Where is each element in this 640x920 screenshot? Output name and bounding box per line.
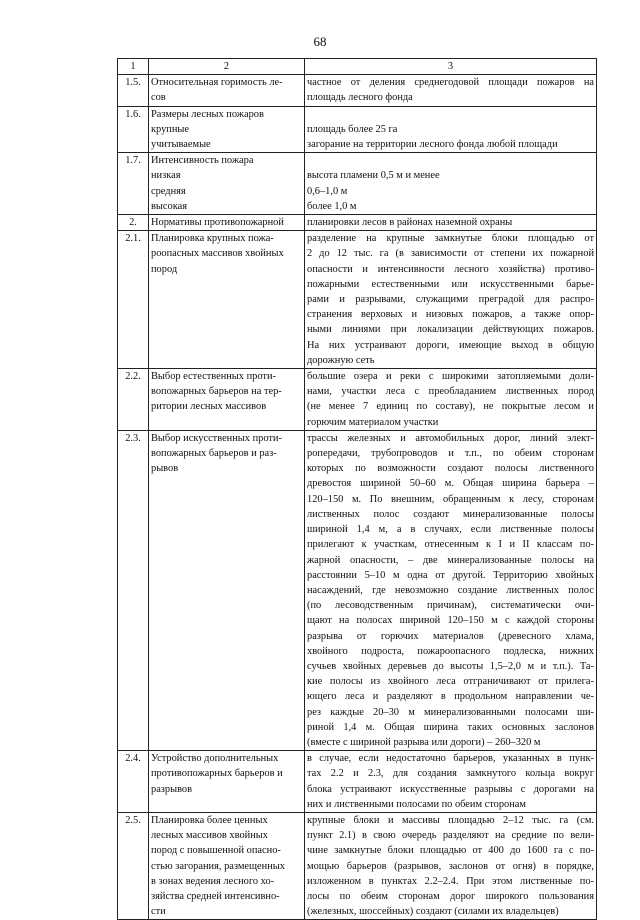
norm-cell-line: лосы по обеим сторонам дорог широкого пользования: [307, 890, 594, 902]
norm-cell: [305, 430, 597, 750]
norm-cell: [305, 153, 597, 215]
parameter-cell-line: лесных массивов хвойных: [151, 830, 268, 842]
norm-cell-line: нами, участки леса с преобладанием лиственных пород: [307, 386, 594, 398]
parameter-cell-line: Размеры лесных пожаров: [151, 108, 264, 120]
norm-cell-line: площадь более 25 га: [307, 123, 398, 135]
norm-cell-line: тах 2.2 и 2.3, для создания замкнутого кольца вокруг: [307, 768, 594, 780]
row-number: 2.3.: [125, 432, 141, 444]
parameter-cell: [149, 369, 305, 431]
table-row: [118, 215, 597, 231]
parameter-cell-line: рывов: [151, 463, 179, 475]
parameter-cell: [149, 430, 305, 750]
norm-cell-line: разделение на крупные замкнутые блоки площадью от: [307, 233, 594, 245]
column-header-2: 2: [149, 59, 305, 75]
column-header-3: 3: [305, 59, 597, 75]
norm-cell-line: лиственных полос создают минерализованные полосы: [307, 508, 594, 520]
table-row: [118, 812, 597, 919]
norm-cell-line: пожарными естественными или искусственными барье-: [307, 278, 594, 290]
norm-cell: [305, 75, 597, 106]
parameter-cell-line: роопасных массивов хвойных: [151, 248, 284, 260]
parameter-cell-line: стью загорания, размещенных: [151, 860, 285, 872]
norm-cell-line: хвойного подроста, пожароопасного подлеска, нижних: [307, 645, 594, 657]
norm-cell: [305, 231, 597, 369]
norm-cell-line: изложенном в пунктах 2.2–2.4. При этом лиственные по-: [307, 875, 594, 887]
norm-cell-line: древостоя шириной 50–60 м. Общая ширина барьера –: [307, 478, 594, 490]
norm-cell-line: пункт 2.1) в свою очередь разделяют на средние по вели-: [307, 830, 594, 842]
norm-cell-line: риной 1,4 м. Общая ширина таких основных заслонов: [307, 721, 594, 733]
norm-cell-line: прилегают к участкам, отнесенным к I и II классам по-: [307, 539, 594, 551]
parameter-cell-line: вопожарных барьеров и раз-: [151, 448, 277, 460]
row-number-cell: [118, 751, 149, 813]
norm-cell-line: шириной 1,4 м, а в случаях, если лиственные полосы: [307, 524, 594, 536]
norm-cell-line: чине замкнутые блоки площадью от 400 до 1600 га с по-: [307, 845, 594, 857]
norm-cell-line: 0,6–1,0 м: [307, 185, 348, 197]
norm-cell-line: блока устраивают искусственные разрывы с дорогами на: [307, 783, 594, 795]
norm-cell-line: частное от деления среднегодовой площади пожаров на: [307, 77, 594, 89]
norm-cell-line: насаждений, где невозможно создание лиственных полос: [307, 584, 594, 596]
table-row: [118, 106, 597, 153]
norm-cell-line: (железных, шоссейных) создают (силами их владельцев): [307, 906, 559, 918]
row-number: 2.: [129, 217, 137, 229]
norm-cell-line: них и лиственными полосами по обеим сторонам: [307, 798, 526, 810]
parameter-cell: [149, 751, 305, 813]
norm-cell-line: планировки лесов в районах наземной охраны: [307, 217, 513, 229]
norm-cell-line: мощью барьеров (разрывов, заслонов от огня) в порядке,: [307, 860, 594, 872]
norm-cell-line: горючим материалом участки: [307, 416, 439, 428]
row-number-cell: [118, 75, 149, 106]
parameter-cell: [149, 215, 305, 231]
norm-cell: [305, 369, 597, 431]
table-row: [118, 430, 597, 750]
parameter-cell-line: ритории лесных массивов: [151, 401, 267, 413]
parameter-cell-line: пород с повышенной опасно-: [151, 845, 281, 857]
table-row: [118, 75, 597, 106]
parameter-cell-line: разрывов: [151, 783, 193, 795]
row-number-cell: [118, 430, 149, 750]
parameter-cell-line: зяйства средней интенсивно-: [151, 890, 280, 902]
norm-cell-line: крупные блоки и массивы площадью 2–12 тыс. га (см.: [307, 814, 594, 826]
row-number: 2.4.: [125, 753, 141, 765]
row-number: 2.2.: [125, 371, 141, 383]
parameter-cell-line: Нормативы противопожарной: [151, 217, 284, 229]
parameter-cell-line: вопожарных барьеров на тер-: [151, 386, 282, 398]
table-row: [118, 751, 597, 813]
norm-cell-line: разрыва от горючих материалов (древесного хлама,: [307, 630, 594, 642]
norm-cell-line: опасности и интенсивности лесного хозяйства) противо-: [307, 263, 594, 275]
parameter-cell-line: сти: [151, 906, 166, 918]
row-number-cell: [118, 812, 149, 919]
norm-cell-line: ными линиями при локализации действующих пожаров.: [307, 324, 594, 336]
norm-cell-line: На них устраивают дороги, имеющие выход в общую: [307, 339, 594, 351]
parameter-cell-line: крупные: [151, 123, 190, 135]
norm-cell-line: которых по возможности создают полосы лиственного: [307, 463, 594, 475]
norm-cell: [305, 751, 597, 813]
norms-table: [117, 58, 597, 920]
parameter-cell-line: противопожарных барьеров и: [151, 768, 283, 780]
norm-cell-line: площадь лесного фонда: [307, 92, 413, 104]
parameter-cell-line: Устройство дополнительных: [151, 753, 279, 765]
parameter-cell-line: Планировка крупных пожа-: [151, 233, 274, 245]
row-number-cell: [118, 369, 149, 431]
norm-cell-line: рез каждые 20–30 м минерализованными полосами ши-: [307, 706, 594, 718]
norm-cell: [305, 215, 597, 231]
page-number: 68: [313, 34, 327, 49]
parameter-cell: [149, 231, 305, 369]
norm-cell-line: 120–150 м. По внешним, обращенным к лесу, сторонам: [307, 493, 594, 505]
norm-cell-line: кие полосы из хвойного леса отграничивают от прилега-: [307, 676, 594, 688]
norm-cell-line: [307, 153, 594, 168]
parameter-cell-line: Интенсивность пожара: [151, 155, 254, 167]
table-row: [118, 153, 597, 215]
parameter-cell-line: пород: [151, 263, 178, 275]
row-number: 1.7.: [125, 155, 141, 167]
norm-cell-line: расстоянии 5–10 м одна от другой. Территорию хвойных: [307, 569, 594, 581]
parameter-cell: [149, 75, 305, 106]
parameter-cell-line: в зонах ведения лесного хо-: [151, 875, 275, 887]
parameter-cell-line: низкая: [151, 170, 181, 182]
norm-cell-line: дорожную сеть: [307, 354, 375, 366]
norm-cell-line: большие озера и реки с широкими затопляемыми доли-: [307, 371, 594, 383]
norm-cell-line: загорание на территории лесного фонда любой площади: [307, 139, 558, 151]
norm-cell-line: щают на полосах шириной 120–150 м с каждой стороны: [307, 615, 594, 627]
parameter-cell: [149, 812, 305, 919]
parameter-cell-line: Выбор искусственных проти-: [151, 432, 282, 444]
norm-cell-line: [307, 107, 594, 122]
parameter-cell: [149, 106, 305, 153]
norm-cell: [305, 106, 597, 153]
row-number: 1.5.: [125, 77, 141, 89]
parameter-cell: [149, 153, 305, 215]
norm-cell-line: более 1,0 м: [307, 200, 357, 212]
norm-cell-line: странения верховых и низовых пожаров, а также опор-: [307, 309, 594, 321]
parameter-cell-line: учитываемые: [151, 139, 211, 151]
row-number-cell: [118, 231, 149, 369]
norm-cell-line: ющего леса и разделяют в продольном направлении че-: [307, 691, 594, 703]
norm-cell-line: сучьев хвойных деревьев до высоты 1,5–2,0 м и т.п.). Та-: [307, 660, 594, 672]
parameter-cell-line: Планировка более ценных: [151, 814, 268, 826]
table-header-row: [118, 59, 597, 75]
norm-cell-line: ропередачи, трубопроводов и т.п., по обеим сторонам: [307, 448, 594, 460]
row-number-cell: [118, 106, 149, 153]
norm-cell-line: в случае, если недостаточно барьеров, указанных в пунк-: [307, 753, 594, 765]
parameter-cell-line: сов: [151, 92, 166, 104]
parameter-cell-line: высокая: [151, 200, 187, 212]
table-row: [118, 231, 597, 369]
row-number: 2.5.: [125, 814, 141, 826]
parameter-cell-line: Относительная горимость ле-: [151, 77, 283, 89]
row-number: 2.1.: [125, 233, 141, 245]
row-number-cell: [118, 215, 149, 231]
norm-cell-line: 2 до 12 тыс. га (в зависимости от степени их пожарной: [307, 248, 594, 260]
norm-cell-line: (по лесоводственным причинам), систематически очи-: [307, 600, 594, 612]
norm-cell-line: рами и разрывами, служащими преградой для распро-: [307, 294, 594, 306]
parameter-cell-line: Выбор естественных проти-: [151, 371, 276, 383]
column-header-1: 1: [118, 59, 149, 75]
norm-cell-line: высота пламени 0,5 м и менее: [307, 170, 440, 182]
norm-cell: [305, 812, 597, 919]
norm-cell-line: жарной опасности, – две минерализованные полосы на: [307, 554, 594, 566]
norm-cell-line: (не менее 7 единиц по составу), не покрытые лесом и: [307, 401, 594, 413]
row-number-cell: [118, 153, 149, 215]
table-body: [118, 75, 597, 920]
norm-cell-line: (вместе с шириной разрыва или дороги) – 260–320 м: [307, 736, 541, 748]
norm-cell-line: трассы железных и автомобильных дорог, линий элект-: [307, 432, 594, 444]
row-number: 1.6.: [125, 108, 141, 120]
parameter-cell-line: средняя: [151, 185, 186, 197]
table-row: [118, 369, 597, 431]
